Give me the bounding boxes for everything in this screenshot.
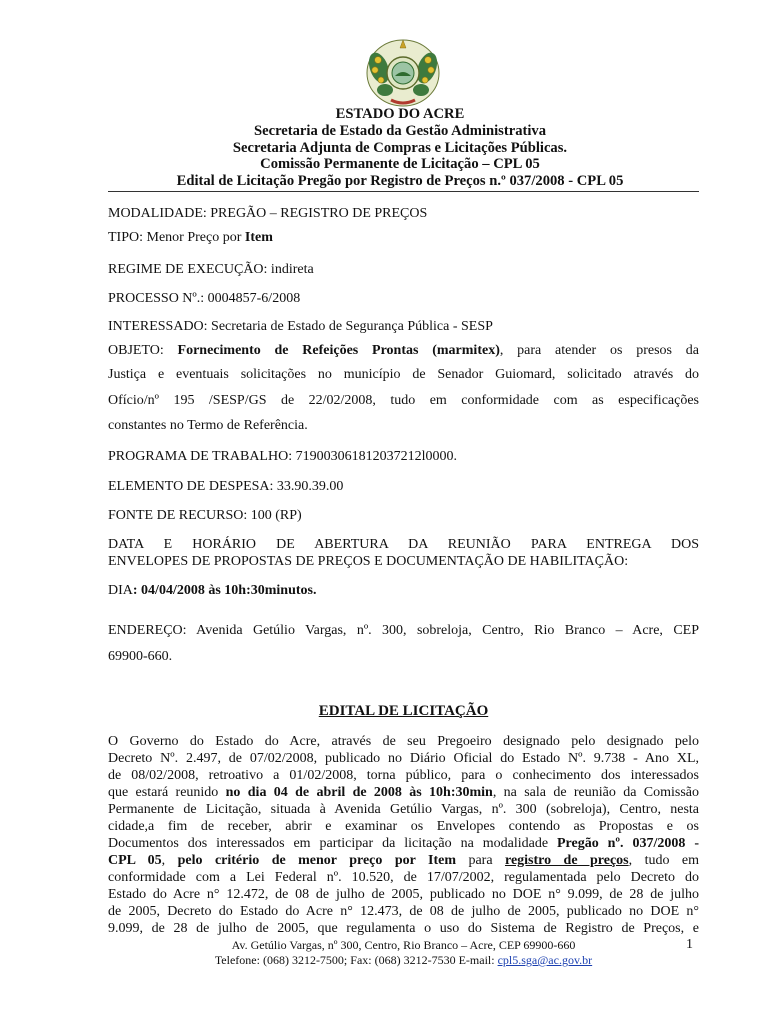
- objeto-line-3: Ofício/nº 195 /SESP/GS de 22/02/2008, tudo em conformidade com as especificações: [108, 393, 699, 408]
- email-link[interactable]: cpl5.sga@ac.gov.br: [497, 953, 593, 967]
- header-secretaria: Secretaria de Estado da Gestão Administrativa: [254, 122, 546, 139]
- objeto-line-2: Justiça e eventuais solicitações no município de Senador Guiomard, solicitado através do: [108, 367, 699, 382]
- edital-line: [108, 785, 699, 801]
- footer-address: Av. Getúlio Vargas, nº 300, Centro, Rio Branco – Acre, CEP 69900-660: [231, 938, 576, 952]
- page-number: 1: [686, 937, 693, 952]
- edital-line: Permanente de Licitação, situada à Avenida Getúlio Vargas, nº. 300 (sobreloja), Centro, nesta: [108, 802, 699, 817]
- edital-title: EDITAL DE LICITAÇÃO: [318, 703, 489, 719]
- edital-line: [108, 853, 699, 869]
- edital-line: cidade,a fim de receber, abrir e examinar os Envelopes contendo as Propostas e os: [108, 819, 699, 834]
- objeto-bold: Fornecimento de Refeições Prontas (marmitex): [177, 343, 500, 358]
- data-line-1: DATA E HORÁRIO DE ABERTURA DA REUNIÃO PARA ENTREGA DOS: [108, 537, 699, 552]
- tipo-item: Item: [244, 230, 273, 245]
- edital-date: no dia 04 de abril de 2008 às 10h:30min: [225, 785, 493, 800]
- edital-pregao: Pregão nº. 037/2008 -: [556, 836, 699, 851]
- edital-line: Estado do Acre n° 12.472, de 08 de julho de 2005, publicado no DOE n° 9.099, de 28 de julho: [108, 887, 699, 902]
- objeto-line-4: constantes no Termo de Referência.: [108, 418, 308, 433]
- document-header: [100, 106, 700, 190]
- coat-of-arms-icon: [365, 38, 441, 108]
- header-secretaria-adjunta: Secretaria Adjunta de Compras e Licitações Públicas.: [232, 139, 568, 156]
- edital-text: , tudo em: [628, 853, 700, 868]
- interessado-line: INTERESSADO: Secretaria de Estado de Segurança Pública - SESP: [108, 319, 493, 334]
- edital-line: de 08/02/2008, retroativo a 01/02/2008, torna público, para o conhecimento dos interessados: [108, 768, 699, 783]
- edital-line: 9.099, de 28 de julho de 2005, que regulamenta o uso do Sistema de Registro de Preços, e: [108, 921, 699, 936]
- edital-criterio: pelo critério de menor preço por Item: [177, 853, 456, 868]
- dia-line: [108, 583, 699, 599]
- objeto-line-1: [108, 343, 699, 359]
- processo-line: PROCESSO Nº.: 0004857-6/2008: [108, 291, 301, 306]
- footer-contact: [108, 953, 699, 968]
- header-comissao: Comissão Permanente de Licitação – CPL 05: [260, 156, 540, 173]
- tipo-text: TIPO: Menor Preço por: [108, 230, 245, 245]
- dia-value: : 04/04/2008 às 10h:30minutos.: [132, 583, 317, 598]
- edital-line: [108, 836, 699, 852]
- edital-cpl: CPL 05: [108, 853, 162, 868]
- edital-text: que estará reunido: [108, 785, 226, 800]
- edital-text: , na sala de reunião da Comissão: [492, 785, 699, 800]
- edital-line: O Governo do Estado do Acre, através de seu Pregoeiro designado pelo designado pelo: [108, 734, 699, 749]
- edital-text: para: [456, 853, 505, 868]
- fonte-line: FONTE DE RECURSO: 100 (RP): [108, 508, 302, 523]
- elemento-line: ELEMENTO DE DESPESA: 33.90.39.00: [108, 479, 344, 494]
- header-divider: [108, 191, 699, 192]
- dia-label: DIA: [108, 583, 133, 598]
- edital-line: Decreto Nº. 2.497, de 07/02/2008, publicado no Diário Oficial do Estado Nº. 9.738 - Ano XL,: [108, 751, 699, 766]
- header-edital: Edital de Licitação Pregão por Registro de Preços n.º 037/2008 - CPL 05: [176, 173, 624, 190]
- header-state: ESTADO DO ACRE: [335, 106, 465, 122]
- edital-line: de 2005, Decreto do Estado do Acre n° 12.473, de 08 de julho de 2005, publicado no DOE n°: [108, 904, 699, 919]
- edital-text: Documentos dos interessados em participar da licitação na modalidade: [108, 836, 557, 851]
- edital-line: conformidade com a Lei Federal nº. 10.520, de 17/07/2002, regulamentada pelo Decreto do: [108, 870, 699, 885]
- data-line-2: ENVELOPES DE PROPOSTAS DE PREÇOS E DOCUMENTAÇÃO DE HABILITAÇÃO:: [108, 554, 629, 569]
- objeto-rest: , para atender os presos da: [499, 343, 699, 358]
- footer-phone: Telefone: (068) 3212-7500; Fax: (068) 3212-7530 E-mail:: [214, 953, 498, 967]
- endereco-line-2: 69900-660.: [108, 649, 173, 664]
- programa-line: PROGRAMA DE TRABALHO: 719003061812037212l0000.: [108, 449, 457, 464]
- modalidade-line: MODALIDADE: PREGÃO – REGISTRO DE PREÇOS: [108, 206, 428, 221]
- endereco-line-1: ENDEREÇO: Avenida Getúlio Vargas, nº. 300, sobreloja, Centro, Rio Branco – Acre, CEP: [108, 623, 699, 638]
- regime-line: REGIME DE EXECUÇÃO: indireta: [108, 262, 314, 277]
- edital-text: ,: [161, 853, 178, 868]
- edital-registro: registro de preços: [504, 853, 629, 868]
- objeto-label: OBJETO:: [108, 343, 178, 358]
- tipo-line: [108, 230, 699, 246]
